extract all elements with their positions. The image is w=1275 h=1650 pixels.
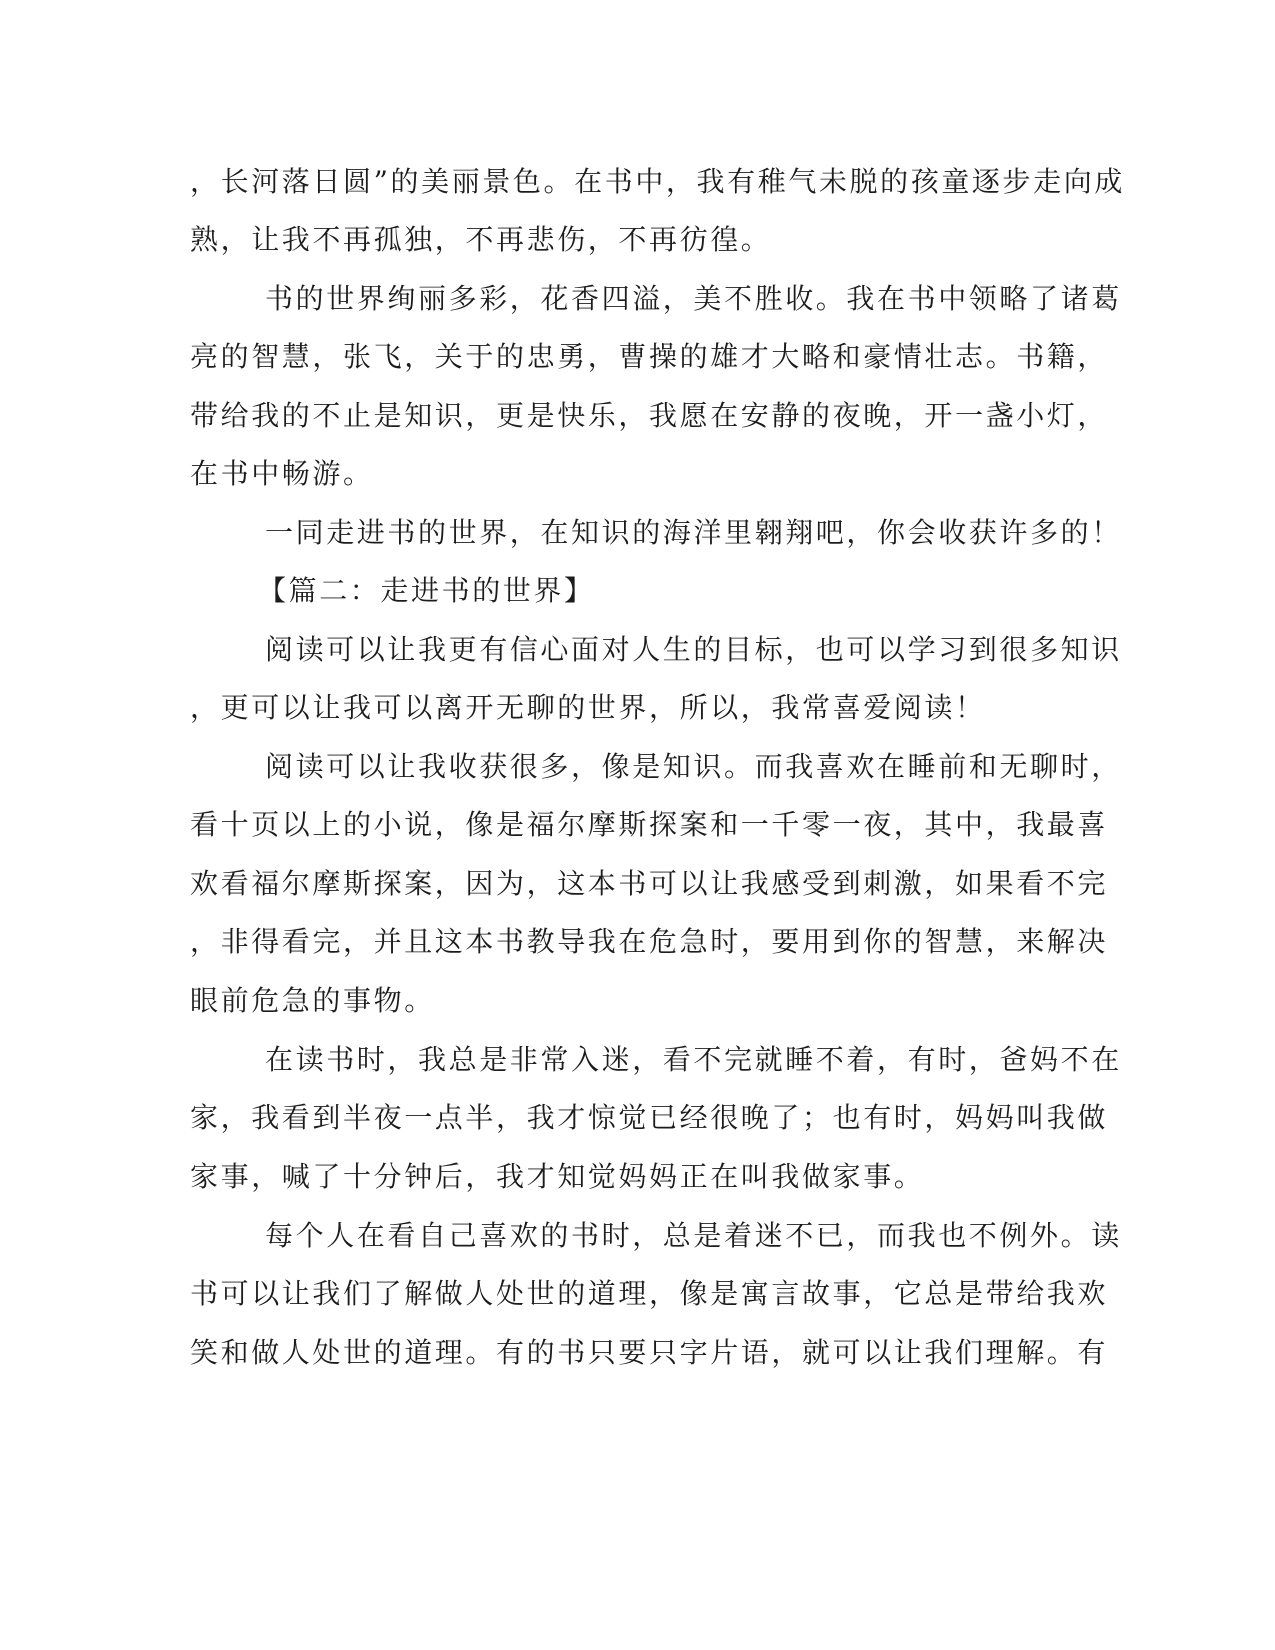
text-line: ，长河落日圆”的美丽景色。在书中，我有稚气未脱的孩童逐步走向成	[190, 165, 1125, 198]
text-line: 阅读可以让我收获很多，像是知识。而我喜欢在睡前和无聊时，	[265, 750, 1122, 783]
text-line: 家事，喊了十分钟后，我才知觉妈妈正在叫我做家事。	[190, 1160, 925, 1193]
section-heading: 【篇二：走进书的世界】	[258, 574, 595, 607]
text-line: 每个人在看自己喜欢的书时，总是着迷不已，而我也不例外。读	[265, 1219, 1122, 1252]
text-line: 熟，让我不再孤独，不再悲伤，不再彷徨。	[190, 223, 772, 256]
text-line: 在书中畅游。	[190, 457, 374, 490]
text-line: 欢看福尔摩斯探案，因为，这本书可以让我感受到刺激，如果看不完	[190, 867, 1109, 900]
text-line: 书的世界绚丽多彩，花香四溢，美不胜收。我在书中领略了诸葛	[265, 282, 1122, 315]
text-line: 家，我看到半夜一点半，我才惊觉已经很晚了；也有时，妈妈叫我做	[190, 1101, 1109, 1134]
text-line: 眼前危急的事物。	[190, 984, 435, 1017]
text-line: 在读书时，我总是非常入迷，看不完就睡不着，有时，爸妈不在	[265, 1043, 1122, 1076]
text-line: 阅读可以让我更有信心面对人生的目标，也可以学习到很多知识	[265, 633, 1122, 666]
text-line: 看十页以上的小说，像是福尔摩斯探案和一千零一夜，其中，我最喜	[190, 808, 1109, 841]
text-line: 一同走进书的世界，在知识的海洋里翱翔吧，你会收获许多的！	[265, 516, 1122, 549]
text-line: 书可以让我们了解做人处世的道理，像是寓言故事，它总是带给我欢	[190, 1277, 1109, 1310]
text-line: ，更可以让我可以离开无聊的世界，所以，我常喜爱阅读！	[190, 691, 986, 724]
text-line: 笑和做人处世的道理。有的书只要只字片语，就可以让我们理解。有	[190, 1336, 1109, 1369]
text-line: 亮的智慧，张飞，关于的忠勇，曹操的雄才大略和豪情壮志。书籍，	[190, 340, 1109, 373]
text-line: 带给我的不止是知识，更是快乐，我愿在安静的夜晚，开一盏小灯，	[190, 399, 1109, 432]
text-line: ，非得看完，并且这本书教导我在危急时，要用到你的智慧，来解决	[190, 925, 1109, 958]
